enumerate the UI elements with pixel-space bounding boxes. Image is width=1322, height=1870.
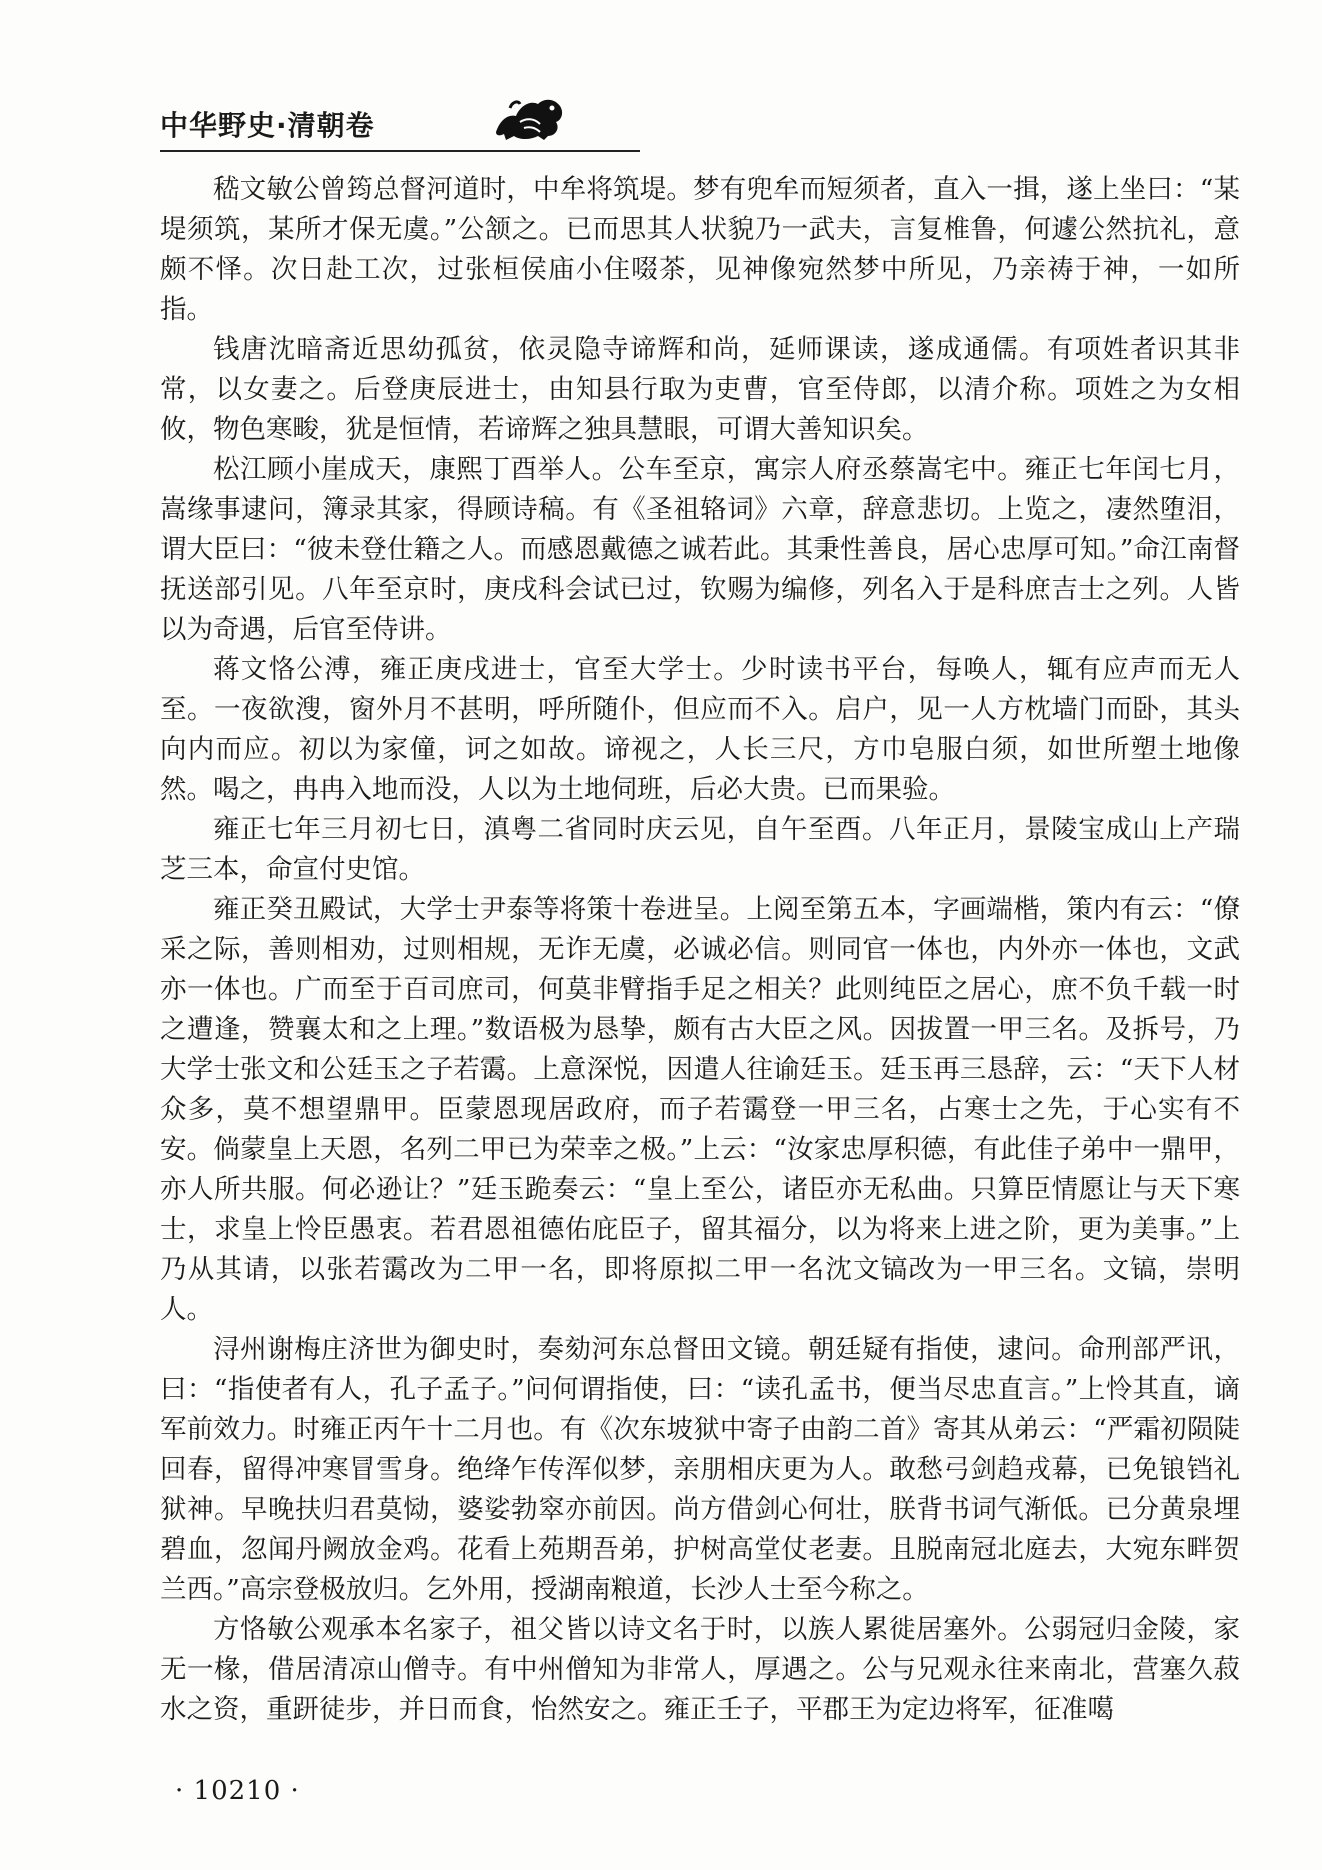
page-header: [160, 92, 1240, 152]
paragraph: 蒋文恪公溥，雍正庚戌进士，官至大学士。少时读书平台，每唤人，辄有应声而无人至。一夜欲溲，窗外月不甚明，呼所随仆，但应而不入。启户，见一人方枕墙门而卧，其头向内而应。初以为家僮，诃之如故。谛视之，人长三尺，方巾皂服白须，如世所塑土地像然。喝之，冉冉入地而没，人以为土地伺班，后必大贵。已而果验。: [160, 654, 1240, 805]
paragraph: 浔州谢梅庄济世为御史时，奏劾河东总督田文镜。朝廷疑有指使，逮问。命刑部严讯，曰：“指使者有人，孔子孟子。”问何谓指使，曰：“读孔孟书，便当尽忠直言。”上怜其直，谪军前效力。时雍正丙午十二月也。有《次东坡狱中寄子由韵二首》寄其从弟云：“严霜初陨陡回春，留得冲寒冒雪身。绝绛乍传浑似梦，亲朋相庆更为人。敢愁弓剑趋戎幕，已免锒铛礼狱神。早晚扶归君莫恸，婆娑勃窣亦前因。尚方借剑心何壮，朕背书词气渐低。已分黄泉埋碧血，忽闻丹阙放金鸡。花看上苑期吾弟，护树高堂仗老妻。且脱南冠北庭去，大宛东畔贺兰西。”高宗登极放归。乞外用，授湖南粮道，长沙人士至今称之。: [160, 1334, 1240, 1605]
book-title: 中华野史·清朝卷: [160, 109, 375, 142]
page-number: · 10210 ·: [175, 1776, 300, 1806]
paragraph: 钱唐沈暗斋近思幼孤贫，依灵隐寺谛辉和尚，延师课读，遂成通儒。有项姓者识其非常，以女妻之。后登庚辰进士，由知县行取为吏曹，官至侍郎，以清介称。项姓之为女相攸，物色寒畯，犹是恒情，若谛辉之独具慧眼，可谓大善知识矣。: [160, 334, 1240, 445]
dragon-ornament-icon: [490, 92, 570, 144]
paragraph: 嵇文敏公曾筠总督河道时，中牟将筑堤。梦有兜牟而短须者，直入一揖，遂上坐曰：“某堤须筑，某所才保无虞。”公颔之。已而思其人状貌乃一武夫，言复椎鲁，何遽公然抗礼，意颇不怿。次日赴工次，过张桓侯庙小住啜茶，见神像宛然梦中所见，乃亲祷于神，一如所指。: [160, 174, 1240, 325]
paragraph: 雍正癸丑殿试，大学士尹泰等将策十卷进呈。上阅至第五本，字画端楷，策内有云：“僚采之际，善则相劝，过则相规，无诈无虞，必诚必信。则同官一体也，内外亦一体也，文武亦一体也。广而至于百司庶司，何莫非臂指手足之相关？此则纯臣之居心，庶不负千载一时之遭逢，赞襄太和之上理。”数语极为恳挚，颇有古大臣之风。因拔置一甲三名。及拆号，乃大学士张文和公廷玉之子若霭。上意深悦，因遣人往谕廷玉。廷玉再三恳辞，云：“天下人材众多，莫不想望鼎甲。臣蒙恩现居政府，而子若霭登一甲三名，占寒士之先，于心实有不安。倘蒙皇上天恩，名列二甲已为荣幸之极。”上云：“汝家忠厚积德，有此佳子弟中一鼎甲，亦人所共服。何必逊让？”廷玉跪奏云：“皇上至公，诸臣亦无私曲。只算臣情愿让与天下寒士，求皇上怜臣愚衷。若君恩祖德佑庇臣子，留其福分，以为将来上进之阶，更为美事。”上乃从其请，以张若霭改为二甲一名，即将原拟二甲一名沈文镐改为一甲三名。文镐，崇明人。: [160, 894, 1240, 1325]
paragraph: 松江顾小崖成天，康熙丁酉举人。公车至京，寓宗人府丞蔡嵩宅中。雍正七年闰七月，嵩缘事逮问，簿录其家，得顾诗稿。有《圣祖辂词》六章，辞意悲切。上览之，凄然堕泪，谓大臣曰：“彼未登仕籍之人。而感恩戴德之诚若此。其秉性善良，居心忠厚可知。”命江南督抚送部引见。八年至京时，庚戌科会试已过，钦赐为编修，列名入于是科庶吉士之列。人皆以为奇遇，后官至侍讲。: [160, 454, 1240, 645]
paragraph: 方恪敏公观承本名家子，祖父皆以诗文名于时，以族人累徙居塞外。公弱冠归金陵，家无一椽，借居清凉山僧寺。有中州僧知为非常人，厚遇之。公与兄观永往来南北，营塞久菽水之资，重趼徒步，并日而食，怡然安之。雍正壬子，平郡王为定边将军，征准噶: [160, 1614, 1240, 1725]
header-rule: [160, 150, 640, 152]
body-text: [160, 170, 1240, 1730]
paragraph: 雍正七年三月初七日，滇粤二省同时庆云见，自午至酉。八年正月，景陵宝成山上产瑞芝三本，命宣付史馆。: [160, 814, 1240, 885]
